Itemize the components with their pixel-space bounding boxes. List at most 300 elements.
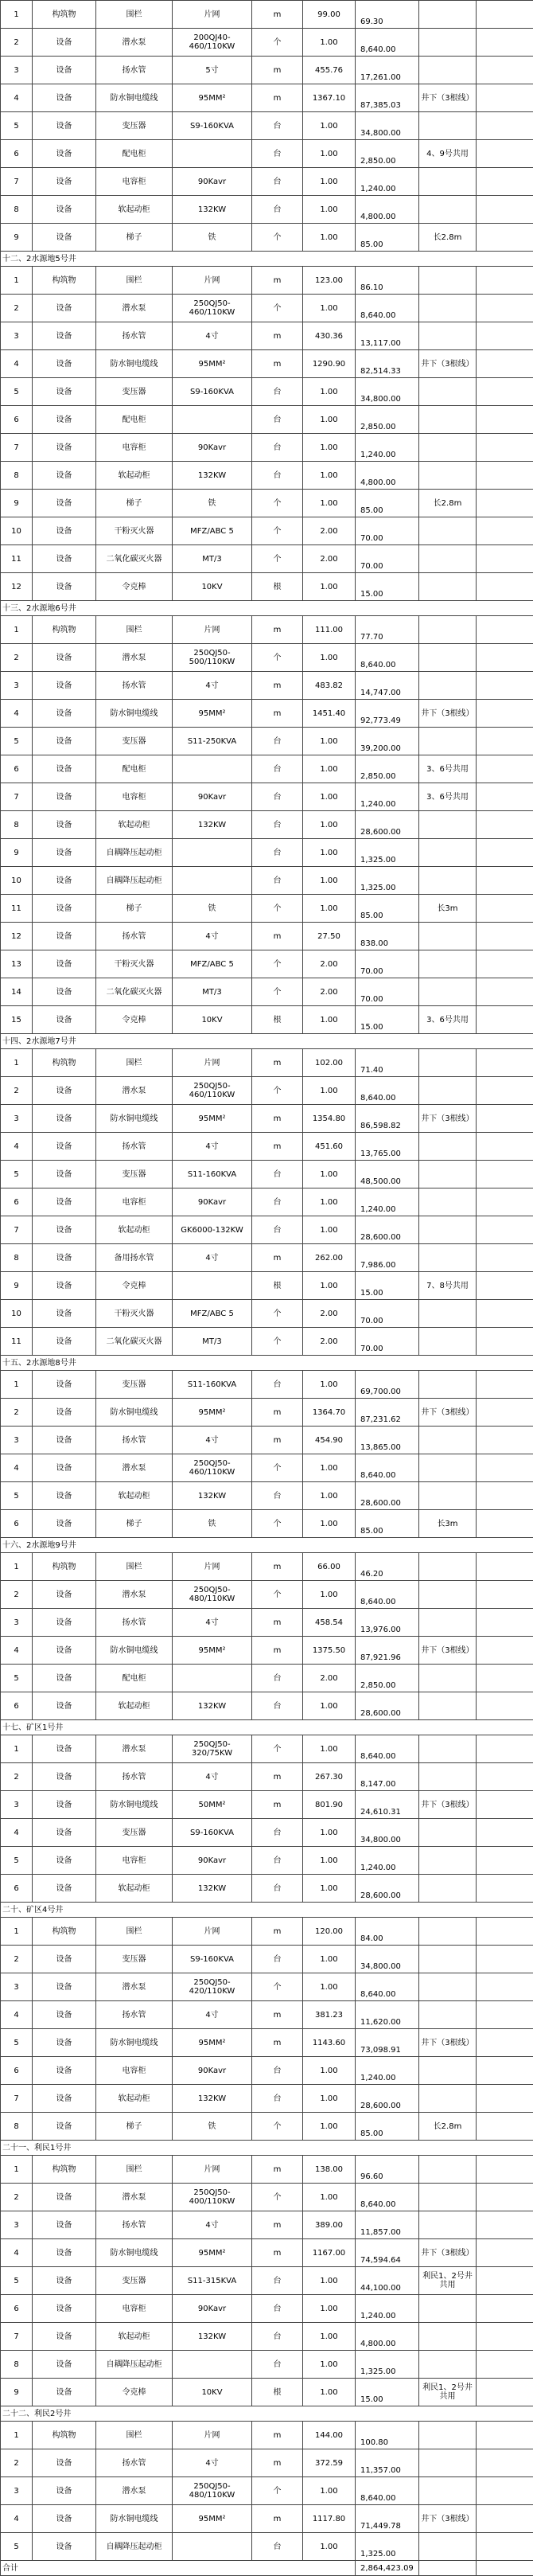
- cell-item-name: 电容柜: [96, 2295, 173, 2323]
- cell-specification: 铁: [173, 490, 252, 517]
- cell-specification: S9-160KVA: [173, 1946, 252, 1973]
- table-row: [1, 1077, 533, 1105]
- cell-quantity: 123.00: [303, 267, 356, 295]
- cell-item-name: 干粉灭火器: [96, 517, 173, 545]
- cell-category: 构筑物: [33, 1, 96, 29]
- cell-category: 设备: [33, 783, 96, 811]
- cell-remark: [419, 1188, 477, 1216]
- cell-unit: m: [252, 923, 303, 950]
- cell-specification: 4寸: [173, 672, 252, 700]
- cell-category: 构筑物: [33, 1049, 96, 1077]
- cell-row-index: 14: [1, 978, 33, 1006]
- cell-category: 设备: [33, 1510, 96, 1538]
- cell-specification: 250QJ50-460/110KW: [173, 1454, 252, 1482]
- section-header: [1, 1356, 533, 1371]
- cell-unit: m: [252, 1399, 303, 1427]
- cell-remark: [419, 1692, 477, 1720]
- table-row: [1, 2156, 533, 2184]
- cell-extra: [477, 462, 533, 490]
- cell-category: 设备: [33, 1581, 96, 1609]
- cell-remark: [419, 517, 477, 545]
- cell-amount: 69,700.00: [356, 1371, 419, 1399]
- cell-extra: [477, 2477, 533, 2505]
- cell-specification: 10KV: [173, 1006, 252, 1034]
- cell-remark: 井下（3根线）: [419, 2029, 477, 2057]
- cell-unit: m: [252, 2211, 303, 2239]
- cell-row-index: 2: [1, 1581, 33, 1609]
- cell-item-name: 梯子: [96, 2113, 173, 2141]
- cell-specification: 4寸: [173, 923, 252, 950]
- cell-category: 设备: [33, 839, 96, 867]
- cell-unit: 台: [252, 1819, 303, 1847]
- cell-item-name: 潜水泵: [96, 1973, 173, 2001]
- cell-specification: S11-315KVA: [173, 2267, 252, 2295]
- cell-extra: [477, 811, 533, 839]
- cell-specification: 5寸: [173, 57, 252, 84]
- cell-category: 设备: [33, 811, 96, 839]
- cell-unit: 个: [252, 1454, 303, 1482]
- cell-item-name: 电容柜: [96, 168, 173, 196]
- cell-row-index: 5: [1, 1161, 33, 1188]
- cell-amount: 11,620.00: [356, 2001, 419, 2029]
- cell-amount: 71,449.78: [356, 2505, 419, 2533]
- cell-item-name: 扬水管: [96, 2449, 173, 2477]
- cell-remark: [419, 1244, 477, 1272]
- cell-specification: S9-160KVA: [173, 1819, 252, 1847]
- cell-specification: 250QJ50-480/110KW: [173, 2477, 252, 2505]
- cell-unit: 个: [252, 295, 303, 322]
- cell-extra: [477, 2449, 533, 2477]
- cell-amount: 2,850.00: [356, 755, 419, 783]
- cell-specification: S11-160KVA: [173, 1161, 252, 1188]
- cell-category: 设备: [33, 1637, 96, 1665]
- cell-row-index: 10: [1, 1300, 33, 1328]
- cell-item-name: 防水铜电缆线: [96, 1399, 173, 1427]
- cell-amount: 70.00: [356, 517, 419, 545]
- cell-specification: 95MM²: [173, 2239, 252, 2267]
- cell-amount: 8,640.00: [356, 1077, 419, 1105]
- cell-quantity: 1167.00: [303, 2239, 356, 2267]
- cell-unit: m: [252, 2239, 303, 2267]
- cell-row-index: 2: [1, 29, 33, 57]
- cell-specification: 片网: [173, 616, 252, 644]
- cell-remark: [419, 1482, 477, 1510]
- cell-amount: 34,800.00: [356, 1946, 419, 1973]
- cell-category: 设备: [33, 1006, 96, 1034]
- cell-extra: [477, 1637, 533, 1665]
- cell-amount: 2,850.00: [356, 140, 419, 168]
- cell-amount: 13,117.00: [356, 322, 419, 350]
- cell-extra: [477, 2351, 533, 2379]
- cell-extra: [477, 839, 533, 867]
- cell-extra: [477, 517, 533, 545]
- cell-quantity: 1.00: [303, 2323, 356, 2351]
- cell-unit: m: [252, 2001, 303, 2029]
- cell-row-index: 11: [1, 545, 33, 573]
- cell-unit: 台: [252, 839, 303, 867]
- cell-extra: [477, 1946, 533, 1973]
- cell-category: 设备: [33, 2001, 96, 2029]
- cell-remark: 长2.8m: [419, 2113, 477, 2141]
- cell-amount: 11,857.00: [356, 2211, 419, 2239]
- cell-unit: 台: [252, 2295, 303, 2323]
- cell-unit: 个: [252, 224, 303, 252]
- cell-extra: [477, 224, 533, 252]
- table-row: [1, 1735, 533, 1763]
- cell-item-name: 围栏: [96, 1049, 173, 1077]
- cell-remark: [419, 2295, 477, 2323]
- table-row: [1, 2422, 533, 2449]
- cell-quantity: 1.00: [303, 1216, 356, 1244]
- cell-specification: 250QJ50-460/110KW: [173, 295, 252, 322]
- cell-specification: [173, 2351, 252, 2379]
- cell-amount: 70.00: [356, 950, 419, 978]
- cell-specification: MFZ/ABC 5: [173, 517, 252, 545]
- cell-amount: 8,640.00: [356, 295, 419, 322]
- cell-unit: m: [252, 1, 303, 29]
- cell-category: 设备: [33, 378, 96, 406]
- cell-remark: [419, 1609, 477, 1637]
- cell-specification: 95MM²: [173, 1637, 252, 1665]
- cell-row-index: 1: [1, 1371, 33, 1399]
- cell-specification: MT/3: [173, 1328, 252, 1356]
- cell-extra: [477, 2561, 533, 2576]
- cell-quantity: 2.00: [303, 978, 356, 1006]
- cell-extra: [477, 644, 533, 672]
- cell-category: 设备: [33, 895, 96, 923]
- cell-unit: m: [252, 1763, 303, 1791]
- cell-item-name: 防水铜电缆线: [96, 700, 173, 728]
- cell-unit: 台: [252, 1482, 303, 1510]
- cell-extra: [477, 728, 533, 755]
- cell-extra: [477, 978, 533, 1006]
- cell-row-index: 3: [1, 672, 33, 700]
- cell-category: 设备: [33, 867, 96, 895]
- cell-amount: 74,594.64: [356, 2239, 419, 2267]
- cell-amount: 1,325.00: [356, 839, 419, 867]
- cell-extra: [477, 1371, 533, 1399]
- table-row: [1, 644, 533, 672]
- cell-specification: 4寸: [173, 322, 252, 350]
- cell-unit: 个: [252, 1735, 303, 1763]
- cell-remark: [419, 1665, 477, 1692]
- cell-unit: 个: [252, 1581, 303, 1609]
- cell-unit: m: [252, 57, 303, 84]
- table-row: [1, 267, 533, 295]
- cell-specification: 片网: [173, 1049, 252, 1077]
- cell-specification: 250QJ50-480/110KW: [173, 1581, 252, 1609]
- cell-category: 设备: [33, 978, 96, 1006]
- cell-amount: 11,357.00: [356, 2449, 419, 2477]
- cell-row-index: 3: [1, 1105, 33, 1133]
- cell-specification: 片网: [173, 1918, 252, 1946]
- cell-amount: 4,800.00: [356, 462, 419, 490]
- cell-extra: [477, 1399, 533, 1427]
- cell-row-index: 5: [1, 1847, 33, 1875]
- cell-remark: [419, 1735, 477, 1763]
- cell-row-index: 3: [1, 1427, 33, 1454]
- cell-remark: 井下（3根线）: [419, 2505, 477, 2533]
- cell-unit: m: [252, 2505, 303, 2533]
- cell-extra: [477, 2267, 533, 2295]
- cell-quantity: 1143.60: [303, 2029, 356, 2057]
- cell-item-name: 潜水泵: [96, 644, 173, 672]
- cell-extra: [477, 140, 533, 168]
- cell-amount: 70.00: [356, 545, 419, 573]
- cell-amount: 8,147.00: [356, 1763, 419, 1791]
- cell-remark: [419, 322, 477, 350]
- cell-category: 构筑物: [33, 2422, 96, 2449]
- cell-remark: 井下（3根线）: [419, 1105, 477, 1133]
- cell-remark: [419, 1946, 477, 1973]
- cell-category: 设备: [33, 950, 96, 978]
- table-row: [1, 728, 533, 755]
- table-row: [1, 1, 533, 29]
- cell-specification: 铁: [173, 2113, 252, 2141]
- cell-quantity: 381.23: [303, 2001, 356, 2029]
- cell-specification: 200QJ40-460/110KW: [173, 29, 252, 57]
- cell-category: 设备: [33, 406, 96, 434]
- cell-amount: 85.00: [356, 1510, 419, 1538]
- cell-row-index: 5: [1, 2533, 33, 2561]
- cell-specification: S11-160KVA: [173, 1371, 252, 1399]
- cell-extra: [477, 1077, 533, 1105]
- cell-specification: 4寸: [173, 2449, 252, 2477]
- cell-extra: [477, 2295, 533, 2323]
- cell-quantity: 1.00: [303, 196, 356, 224]
- cell-specification: 4寸: [173, 1609, 252, 1637]
- table-row: [1, 755, 533, 783]
- cell-amount: 8,640.00: [356, 644, 419, 672]
- cell-extra: [477, 2422, 533, 2449]
- cell-item-name: 变压器: [96, 1946, 173, 1973]
- cell-unit: 个: [252, 1300, 303, 1328]
- cell-quantity: 1.00: [303, 295, 356, 322]
- cell-item-name: 围栏: [96, 1918, 173, 1946]
- table-row: [1, 462, 533, 490]
- cell-specification: S9-160KVA: [173, 378, 252, 406]
- cell-row-index: 2: [1, 2449, 33, 2477]
- cell-row-index: 8: [1, 811, 33, 839]
- table-row: [1, 1133, 533, 1161]
- cell-row-index: 4: [1, 1637, 33, 1665]
- cell-quantity: 1.00: [303, 1161, 356, 1188]
- cell-amount: 86,598.82: [356, 1105, 419, 1133]
- cell-amount: 1,240.00: [356, 783, 419, 811]
- cell-quantity: 2.00: [303, 1300, 356, 1328]
- cell-item-name: 潜水泵: [96, 1077, 173, 1105]
- cell-category: 设备: [33, 295, 96, 322]
- cell-extra: [477, 2239, 533, 2267]
- cell-amount: 82,514.33: [356, 350, 419, 378]
- cell-remark: [419, 978, 477, 1006]
- cell-quantity: 1.00: [303, 1819, 356, 1847]
- cell-unit: 个: [252, 2477, 303, 2505]
- cell-extra: [477, 1272, 533, 1300]
- cell-category: 设备: [33, 2379, 96, 2406]
- section-header: [1, 1538, 533, 1553]
- cell-extra: [477, 267, 533, 295]
- cell-item-name: 扬水管: [96, 322, 173, 350]
- cell-specification: 132KW: [173, 811, 252, 839]
- cell-extra: [477, 1510, 533, 1538]
- cell-extra: [477, 168, 533, 196]
- cell-item-name: 扬水管: [96, 1133, 173, 1161]
- cell-remark: [419, 2533, 477, 2561]
- cell-row-index: 9: [1, 839, 33, 867]
- cell-row-index: 7: [1, 2085, 33, 2113]
- cell-unit: m: [252, 1918, 303, 1946]
- cell-quantity: 111.00: [303, 616, 356, 644]
- cell-specification: MT/3: [173, 545, 252, 573]
- cell-amount: 28,600.00: [356, 1875, 419, 1903]
- cell-specification: [173, 140, 252, 168]
- cell-remark: 3、6号共用: [419, 755, 477, 783]
- cell-row-index: 4: [1, 350, 33, 378]
- cell-item-name: 变压器: [96, 1161, 173, 1188]
- cell-row-index: 2: [1, 2184, 33, 2211]
- cell-category: 设备: [33, 700, 96, 728]
- cell-item-name: 梯子: [96, 224, 173, 252]
- cell-extra: [477, 1, 533, 29]
- cell-category: 设备: [33, 728, 96, 755]
- cell-row-index: 6: [1, 755, 33, 783]
- cell-amount: 1,240.00: [356, 2295, 419, 2323]
- cell-remark: [419, 1454, 477, 1482]
- cell-item-name: 变压器: [96, 1371, 173, 1399]
- cell-amount: 13,765.00: [356, 1133, 419, 1161]
- cell-specification: 90Kavr: [173, 168, 252, 196]
- cell-quantity: 1.00: [303, 895, 356, 923]
- cell-amount: 34,800.00: [356, 1819, 419, 1847]
- cell-extra: [477, 1609, 533, 1637]
- cell-unit: 台: [252, 406, 303, 434]
- cell-row-index: 9: [1, 2379, 33, 2406]
- cell-row-index: 5: [1, 2267, 33, 2295]
- cell-amount: 15.00: [356, 2379, 419, 2406]
- cell-extra: [477, 755, 533, 783]
- cell-unit: 台: [252, 1946, 303, 1973]
- cell-unit: m: [252, 616, 303, 644]
- table-row: [1, 2057, 533, 2085]
- cell-unit: 台: [252, 2323, 303, 2351]
- cell-unit: 台: [252, 2533, 303, 2561]
- cell-extra: [477, 2057, 533, 2085]
- cell-quantity: 2.00: [303, 1665, 356, 1692]
- cell-row-index: 2: [1, 1763, 33, 1791]
- cell-category: 设备: [33, 2239, 96, 2267]
- cell-remark: [419, 378, 477, 406]
- cell-row-index: 4: [1, 2505, 33, 2533]
- table-row: [1, 350, 533, 378]
- cell-extra: [477, 1819, 533, 1847]
- cell-quantity: 1.00: [303, 2379, 356, 2406]
- cell-row-index: 8: [1, 2113, 33, 2141]
- cell-unit: 个: [252, 644, 303, 672]
- cell-row-index: 6: [1, 406, 33, 434]
- cell-amount: 8,640.00: [356, 2184, 419, 2211]
- cell-extra: [477, 1006, 533, 1034]
- cell-quantity: 1.00: [303, 462, 356, 490]
- cell-remark: 4、9号共用: [419, 140, 477, 168]
- table-row: [1, 406, 533, 434]
- cell-extra: [477, 1735, 533, 1763]
- cell-item-name: 自耦降压起动柜: [96, 2533, 173, 2561]
- cell-specification: 铁: [173, 1510, 252, 1538]
- cell-extra: [477, 1973, 533, 2001]
- cell-remark: 长2.8m: [419, 224, 477, 252]
- cell-item-name: 配电柜: [96, 406, 173, 434]
- cell-quantity: 1.00: [303, 2184, 356, 2211]
- cell-quantity: 1451.40: [303, 700, 356, 728]
- cell-item-name: 扬水管: [96, 2211, 173, 2239]
- cell-category: 设备: [33, 2113, 96, 2141]
- cell-remark: 井下（3根线）: [419, 1791, 477, 1819]
- cell-remark: [419, 839, 477, 867]
- section-title: 十五、2水源地8号井: [1, 1356, 533, 1371]
- cell-quantity: 1.00: [303, 1482, 356, 1510]
- cell-remark: [419, 1161, 477, 1188]
- cell-remark: [419, 2057, 477, 2085]
- cell-specification: 95MM²: [173, 2029, 252, 2057]
- cell-extra: [477, 434, 533, 462]
- cell-remark: 长2.8m: [419, 490, 477, 517]
- cell-remark: 长3m: [419, 895, 477, 923]
- cell-unit: 个: [252, 2184, 303, 2211]
- cell-quantity: 1.00: [303, 1077, 356, 1105]
- cell-item-name: 防水铜电缆线: [96, 2029, 173, 2057]
- cell-category: 构筑物: [33, 616, 96, 644]
- cell-extra: [477, 2085, 533, 2113]
- cell-remark: [419, 672, 477, 700]
- cell-extra: [477, 700, 533, 728]
- cell-row-index: 9: [1, 224, 33, 252]
- cell-remark: [419, 295, 477, 322]
- table-row: [1, 29, 533, 57]
- cell-unit: m: [252, 1609, 303, 1637]
- cell-unit: 台: [252, 1665, 303, 1692]
- cell-unit: 台: [252, 112, 303, 140]
- cell-category: 设备: [33, 923, 96, 950]
- cell-unit: 台: [252, 783, 303, 811]
- cell-item-name: 二氧化碳灭火器: [96, 545, 173, 573]
- cell-extra: [477, 545, 533, 573]
- table-row: [1, 978, 533, 1006]
- cell-unit: m: [252, 1133, 303, 1161]
- cell-row-index: 2: [1, 1946, 33, 1973]
- cell-remark: [419, 196, 477, 224]
- cell-remark: [419, 1300, 477, 1328]
- cell-extra: [477, 112, 533, 140]
- cell-unit: 台: [252, 867, 303, 895]
- cell-quantity: 1.00: [303, 378, 356, 406]
- table-row: [1, 1609, 533, 1637]
- cell-quantity: 1.00: [303, 2057, 356, 2085]
- cell-specification: 95MM²: [173, 2505, 252, 2533]
- cell-unit: 台: [252, 1371, 303, 1399]
- cell-quantity: 1.00: [303, 1847, 356, 1875]
- cell-row-index: 5: [1, 112, 33, 140]
- cell-category: 设备: [33, 434, 96, 462]
- cell-amount: 87,385.03: [356, 84, 419, 112]
- cell-amount: 1,325.00: [356, 2533, 419, 2561]
- table-row: [1, 2184, 533, 2211]
- cell-specification: [173, 839, 252, 867]
- cell-unit: m: [252, 84, 303, 112]
- cell-specification: [173, 406, 252, 434]
- table-row: [1, 517, 533, 545]
- cell-unit: m: [252, 1427, 303, 1454]
